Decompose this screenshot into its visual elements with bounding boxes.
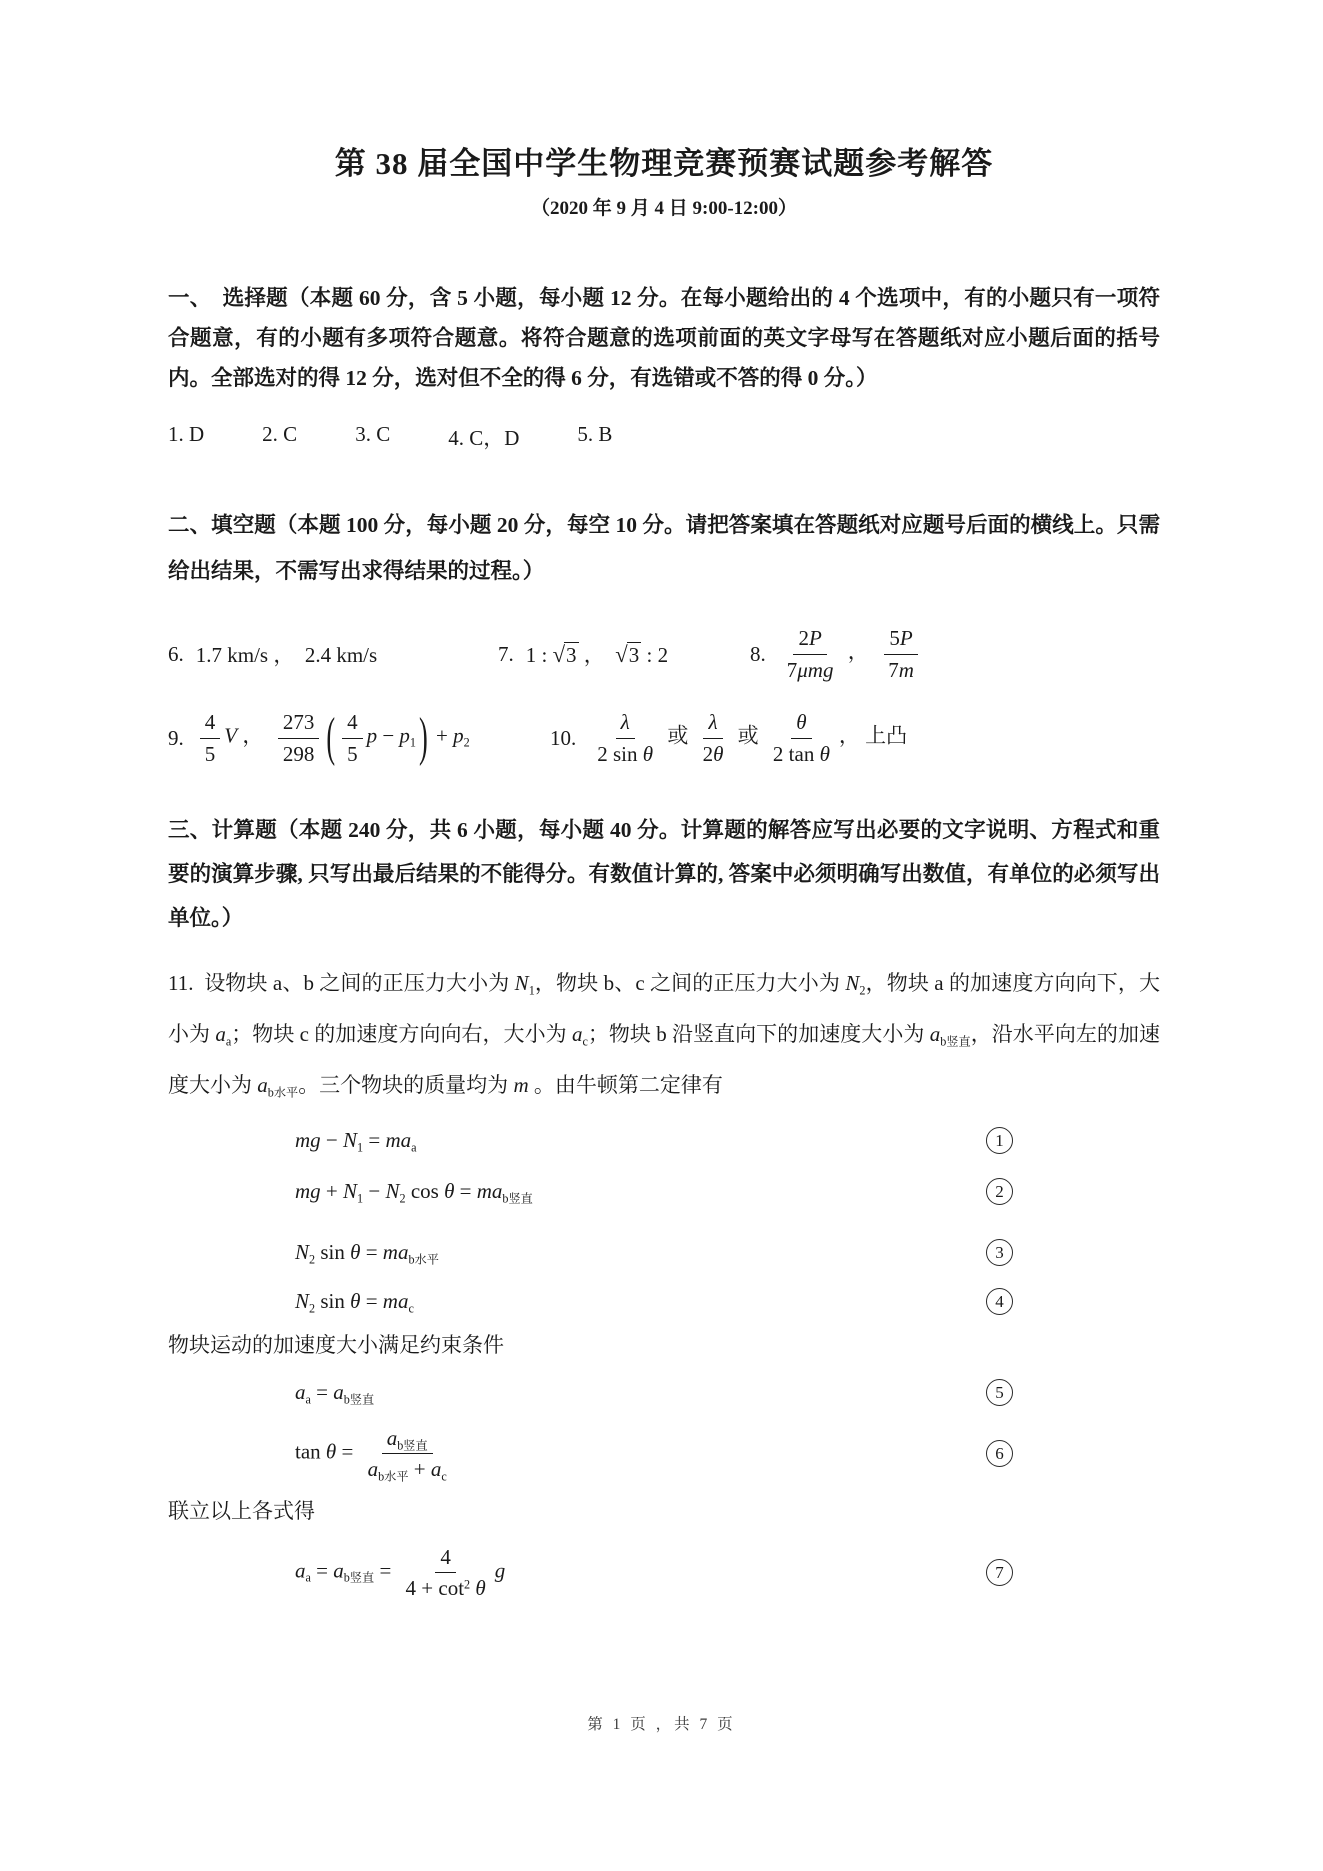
equation-6	[295, 1426, 1013, 1484]
equation-1	[295, 1127, 1013, 1154]
equation-3-number: 3	[986, 1239, 1013, 1266]
blank-math-6: 1.7 km/s ， 2.4 km/s	[195, 643, 378, 667]
equation-5	[295, 1379, 1013, 1406]
blank-answers-row-1	[168, 618, 1160, 690]
blank-answer-10	[550, 710, 907, 765]
problem-11-text: 11. 设物块 a、b 之间的正压力大小为 $N_1$，物块 b、c 之间的正压力大小为 $N_2$，物块 a 的加速度方向向下，大小为 $a_a$；物块 c 的加速度方向向右，大小为 $a_c$；物块 b 沿竖直向下的加速度大小为 $a_{b竖直}$，沿水平向左的加速度大小为 $a_{b水平}$。三个物块的质量均为 m 。由牛顿第二定律有	[168, 971, 1161, 1100]
combine-text: 联立以上各式得	[168, 1499, 315, 1524]
equation-7-math: $a_a = a_{b竖直}$ = $\frac{4}{4 + \cot^2 \theta}$ g	[295, 1545, 506, 1601]
answer-item-5: 5. B	[577, 422, 613, 446]
answer-item-2: 2. C	[262, 422, 298, 446]
equation-1-math: mg − $N_1 = ma_a$	[295, 1128, 417, 1155]
page-content	[168, 138, 1160, 1601]
constraint-text: 物块运动的加速度大小满足约束条件	[168, 1333, 504, 1357]
equation-4-number: 4	[986, 1288, 1013, 1315]
answer-item-4: 4. C，D	[448, 426, 520, 450]
blank-label-10: 10.	[550, 725, 577, 750]
blank-math-8: $\frac{2P}{\text{7μmg}}$ ， $\frac{5P}{7m}$	[778, 626, 923, 681]
page-subtitle: （2020 年 9 月 4 日 9:00-12:00）	[531, 198, 797, 219]
equation-3-math: $N_2$ $\sin \theta = ma_{b水平}$	[295, 1240, 439, 1267]
equation-2	[295, 1178, 1013, 1205]
equation-4-math: $N_2$ $\sin \theta = ma_c$	[295, 1289, 414, 1316]
answer-item-3: 3. C	[355, 422, 391, 446]
blank-label-8: 8.	[750, 641, 766, 666]
blank-answers-row-2	[168, 702, 1160, 774]
choice-answers-row	[168, 422, 1160, 452]
equation-2-math: mg + $N_1 - N_2$ $\cos \theta = ma_{b竖直}$	[295, 1179, 533, 1206]
section-1-intro: 一、 选择题（本题 60 分，含 5 小题，每小题 12 分。在每小题给出的 4 个选项中，有的小题只有一项符合题意，有的小题有多项符合题意。将符合题意的选项前面的英文字母写在答题纸对应小题后面的括号内。全部选对的得 12 分，选对但不全的得 6 分，有选错或不答的得 0 分。）	[168, 286, 1160, 390]
page-title: 第 38 届全国中学生物理竞赛预赛试题参考解答	[334, 146, 994, 181]
equation-5-number: 5	[986, 1379, 1013, 1406]
blank-label-6: 6.	[168, 641, 184, 666]
blank-answer-9	[168, 706, 550, 767]
blank-math-7: 1 : √3 ， √3 : 2	[525, 642, 669, 667]
answer-item-1: 1. D	[168, 422, 205, 446]
equation-6-math: tan θ = $\frac{a_{b竖直}}{a_{b水平} + a_c}$	[295, 1426, 447, 1484]
equation-2-number: 2	[986, 1178, 1013, 1205]
section-3-intro: 三、计算题（本题 240 分，共 6 小题，每小题 40 分。计算题的解答应写出必要的文字说明、方程式和重要的演算步骤, 只写出最后结果的不能得分。有数值计算的, 答案中必须明确写出数值，有单位的必须写出单位。）	[168, 818, 1160, 930]
blank-label-9: 9.	[168, 725, 184, 750]
blank-label-7: 7.	[498, 641, 514, 666]
equation-1-number: 1	[986, 1127, 1013, 1154]
equation-7-number: 7	[986, 1559, 1013, 1586]
equation-4	[295, 1288, 1013, 1315]
equation-3	[295, 1239, 1013, 1266]
page-footer: 第 1 页 ，共 7 页	[587, 1716, 736, 1733]
equation-5-math: $a_a = a_{b竖直}$	[295, 1380, 375, 1407]
section-2-intro: 二、填空题（本题 100 分，每小题 20 分，每空 10 分。请把答案填在答题纸对应题号后面的横线上。只需给出结果，不需写出求得结果的过程。）	[168, 513, 1160, 583]
blank-math-10: $\frac{\lambda}{\text{2 sin θ}}$ 或 $\frac{\lambda}{2\theta}$ 或 $\frac{\theta}{\text{2 tan θ}}$ ， 上凸	[597, 710, 908, 766]
blank-math-9: $\frac{4}{5}$ V ， $\frac{273}{298}$ ( $\frac{4}{5}$ $p - p_1$ ) + $p_2$	[196, 710, 470, 765]
blank-answer-8	[750, 626, 923, 681]
equation-6-number: 6	[986, 1440, 1013, 1467]
blank-answer-6	[168, 639, 498, 669]
equation-7	[295, 1545, 1013, 1600]
blank-answer-7	[498, 639, 750, 669]
